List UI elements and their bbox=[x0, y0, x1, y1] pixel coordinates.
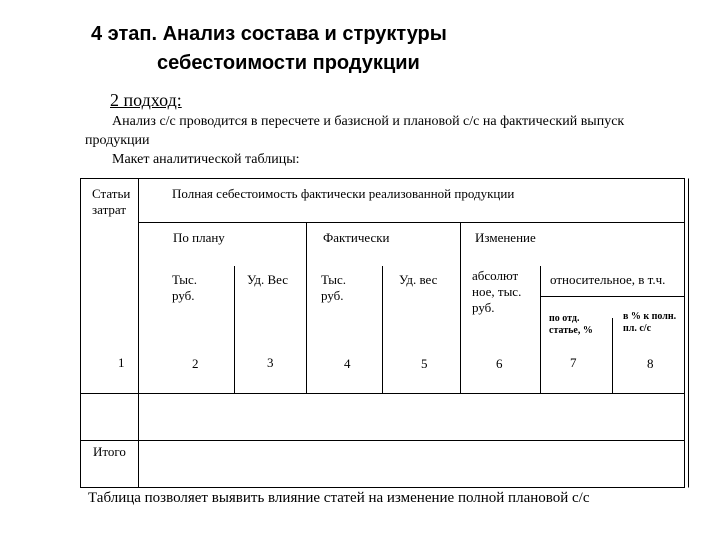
header-by-item: по отд. статье, % bbox=[549, 313, 593, 336]
col-number-4: 4 bbox=[344, 356, 351, 371]
header-total-cost: Полная себестоимость фактически реализованной продукции bbox=[172, 186, 515, 201]
header-relative: относительное, в т.ч. bbox=[550, 272, 666, 287]
title-line-1: 4 этап. Анализ состава и структуры bbox=[91, 23, 447, 45]
description-line-2: Макет аналитической таблицы: bbox=[112, 152, 300, 167]
header-actual-thous-rub: Тыс. руб. bbox=[321, 272, 347, 303]
col-number-2: 2 bbox=[192, 356, 199, 371]
col-number-8: 8 bbox=[647, 356, 654, 371]
col-number-6: 6 bbox=[496, 356, 503, 371]
col-number-7: 7 bbox=[570, 355, 577, 370]
title-line-2: себестоимости продукции bbox=[157, 52, 420, 74]
header-plan-share: Уд. Вес bbox=[247, 272, 289, 287]
description-line-1: Анализ с/с проводится в пересчете и базисной и плановой с/с на фактический выпуск продукции bbox=[85, 114, 625, 148]
header-pct-total: в % к полн. пл. с/с bbox=[623, 311, 677, 334]
header-change: Изменение bbox=[475, 230, 536, 245]
footer-note: Таблица позволяет выявить влияние статей на изменение полной плановой с/с bbox=[88, 490, 590, 506]
col-number-3: 3 bbox=[267, 355, 274, 370]
row-total-label: Итого bbox=[93, 444, 126, 459]
header-plan-thous-rub: Тыс. руб. bbox=[172, 272, 198, 303]
header-cost-items: Статьи затрат bbox=[92, 186, 131, 217]
col-number-5: 5 bbox=[421, 356, 428, 371]
analysis-table bbox=[80, 178, 690, 488]
description bbox=[85, 112, 685, 169]
header-absolute: абсолют ное, тыс. руб. bbox=[472, 268, 522, 315]
subtitle: 2 подход: bbox=[110, 90, 182, 110]
header-actual-share: Уд. вес bbox=[399, 272, 438, 287]
header-actual: Фактически bbox=[323, 230, 390, 245]
header-plan: По плану bbox=[173, 230, 225, 245]
col-number-1: 1 bbox=[118, 355, 125, 370]
